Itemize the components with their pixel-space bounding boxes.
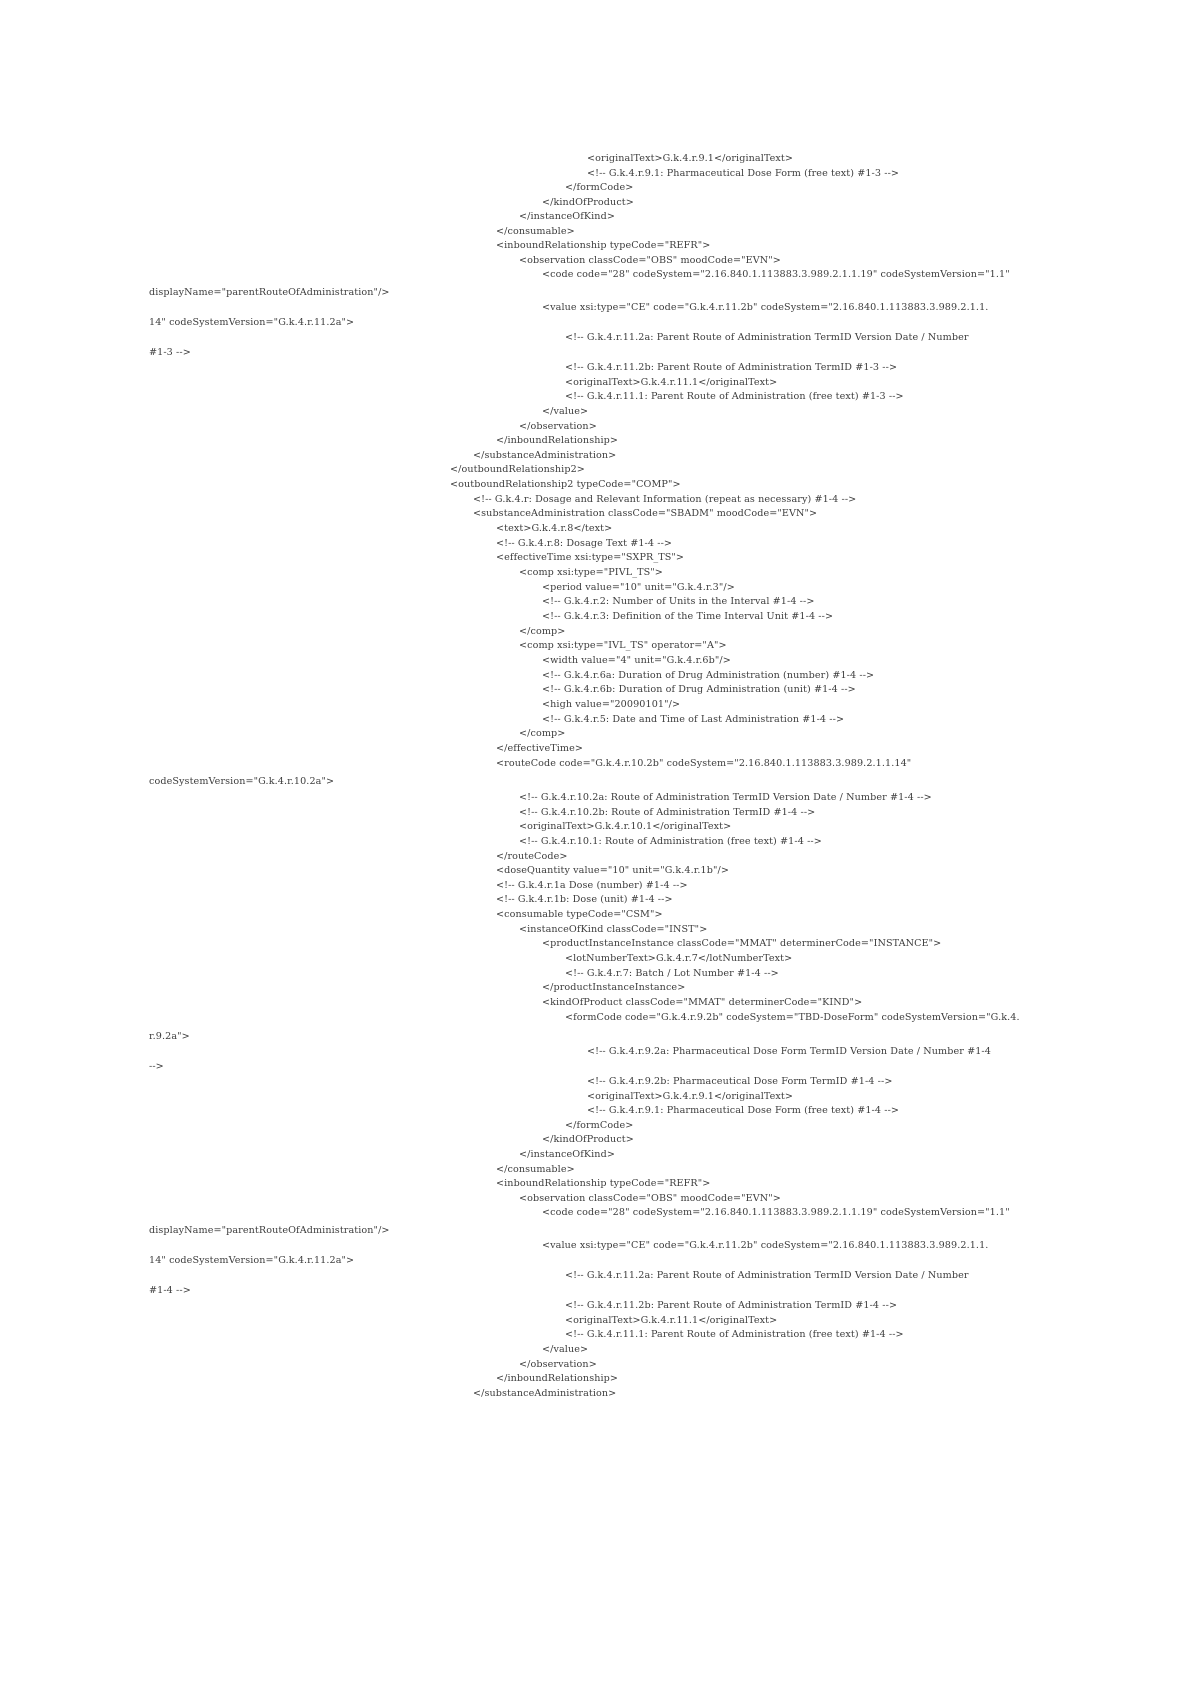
code-line: </comp> <box>519 626 566 637</box>
code-line: </instanceOfKind> <box>519 1149 615 1160</box>
code-line: </productInstanceInstance> <box>542 982 686 993</box>
code-line: <!-- G.k.4.r.7: Batch / Lot Number #1-4 --> <box>565 968 779 979</box>
code-line: r.9.2a"> <box>149 1031 190 1042</box>
code-line: <originalText>G.k.4.r.11.1</originalText> <box>565 1315 778 1326</box>
code-line: <comp xsi:type="IVL_TS" operator="A"> <box>519 640 727 651</box>
code-line: #1-4 --> <box>149 1285 191 1296</box>
code-line: <productInstanceInstance classCode="MMAT" determinerCode="INSTANCE"> <box>542 938 942 949</box>
code-line: <observation classCode="OBS" moodCode="EVN"> <box>519 255 781 266</box>
code-line: </kindOfProduct> <box>542 1134 634 1145</box>
code-line: codeSystemVersion="G.k.4.r.10.2a"> <box>149 776 335 787</box>
code-line: <inboundRelationship typeCode="REFR"> <box>496 1178 711 1189</box>
code-line: <observation classCode="OBS" moodCode="EVN"> <box>519 1193 781 1204</box>
code-line: <originalText>G.k.4.r.9.1</originalText> <box>587 153 794 164</box>
code-line: </instanceOfKind> <box>519 211 615 222</box>
code-line: 14" codeSystemVersion="G.k.4.r.11.2a"> <box>149 1255 355 1266</box>
code-line: </observation> <box>519 421 597 432</box>
code-line: <!-- G.k.4.r.9.2b: Pharmaceutical Dose Form TermID #1-4 --> <box>587 1076 893 1087</box>
code-line: <instanceOfKind classCode="INST"> <box>519 924 708 935</box>
code-line: <!-- G.k.4.r.11.2a: Parent Route of Administration TermID Version Date / Number <box>565 332 969 343</box>
code-line: <text>G.k.4.r.8</text> <box>496 523 613 534</box>
code-line: </value> <box>542 406 589 417</box>
code-line: <value xsi:type="CE" code="G.k.4.r.11.2b" codeSystem="2.16.840.1.113883.3.989.2.1.1. <box>542 302 989 313</box>
code-line: </effectiveTime> <box>496 743 584 754</box>
code-line: <!-- G.k.4.r.11.1: Parent Route of Administration (free text) #1-4 --> <box>565 1329 904 1340</box>
code-line: <width value="4" unit="G.k.4.r.6b"/> <box>542 655 731 666</box>
code-line: </comp> <box>519 728 566 739</box>
code-line: <!-- G.k.4.r.11.2b: Parent Route of Administration TermID #1-4 --> <box>565 1300 898 1311</box>
code-line: </consumable> <box>496 226 575 237</box>
code-line: <doseQuantity value="10" unit="G.k.4.r.1b"/> <box>496 865 729 876</box>
code-line: <!-- G.k.4.r.10.1: Route of Administration (free text) #1-4 --> <box>519 836 822 847</box>
code-line: --> <box>149 1061 164 1072</box>
code-line: </value> <box>542 1344 589 1355</box>
code-line: </routeCode> <box>496 851 568 862</box>
code-line: <!-- G.k.4.r.1a Dose (number) #1-4 --> <box>496 880 688 891</box>
code-line: <!-- G.k.4.r.10.2a: Route of Administration TermID Version Date / Number #1-4 --> <box>519 792 932 803</box>
code-line: <comp xsi:type="PIVL_TS"> <box>519 567 663 578</box>
code-line: <!-- G.k.4.r.3: Definition of the Time Interval Unit #1-4 --> <box>542 611 834 622</box>
code-line: #1-3 --> <box>149 347 191 358</box>
code-line: <effectiveTime xsi:type="SXPR_TS"> <box>496 552 685 563</box>
code-line: <consumable typeCode="CSM"> <box>496 909 663 920</box>
code-line: <outboundRelationship2 typeCode="COMP"> <box>450 479 681 490</box>
code-line: <!-- G.k.4.r: Dosage and Relevant Information (repeat as necessary) #1-4 --> <box>473 494 857 505</box>
code-line: <code code="28" codeSystem="2.16.840.1.113883.3.989.2.1.1.19" codeSystemVersion="1.1" <box>542 1207 1010 1218</box>
code-line: </outboundRelationship2> <box>450 464 585 475</box>
code-line: </observation> <box>519 1359 597 1370</box>
code-line: <!-- G.k.4.r.6a: Duration of Drug Administration (number) #1-4 --> <box>542 670 875 681</box>
code-line: <!-- G.k.4.r.9.1: Pharmaceutical Dose Form (free text) #1-3 --> <box>587 168 900 179</box>
code-line: <!-- G.k.4.r.6b: Duration of Drug Administration (unit) #1-4 --> <box>542 684 856 695</box>
code-line: <inboundRelationship typeCode="REFR"> <box>496 240 711 251</box>
code-line: <!-- G.k.4.r.9.1: Pharmaceutical Dose Form (free text) #1-4 --> <box>587 1105 900 1116</box>
code-line: </substanceAdministration> <box>473 450 617 461</box>
code-line: <routeCode code="G.k.4.r.10.2b" codeSystem="2.16.840.1.113883.3.989.2.1.1.14" <box>496 758 912 769</box>
code-line: displayName="parentRouteOfAdministration"/> <box>149 1225 390 1236</box>
code-line: </consumable> <box>496 1164 575 1175</box>
code-line: <lotNumberText>G.k.4.r.7</lotNumberText> <box>565 953 793 964</box>
code-line: <!-- G.k.4.r.2: Number of Units in the Interval #1-4 --> <box>542 596 815 607</box>
code-line: <!-- G.k.4.r.1b: Dose (unit) #1-4 --> <box>496 894 673 905</box>
code-line: displayName="parentRouteOfAdministration"/> <box>149 287 390 298</box>
code-line: <originalText>G.k.4.r.10.1</originalText> <box>519 821 732 832</box>
code-line: <!-- G.k.4.r.8: Dosage Text #1-4 --> <box>496 538 673 549</box>
code-line: <code code="28" codeSystem="2.16.840.1.113883.3.989.2.1.1.19" codeSystemVersion="1.1" <box>542 269 1010 280</box>
code-line: <!-- G.k.4.r.9.2a: Pharmaceutical Dose Form TermID Version Date / Number #1-4 <box>587 1046 991 1057</box>
code-line: 14" codeSystemVersion="G.k.4.r.11.2a"> <box>149 317 355 328</box>
code-line: <originalText>G.k.4.r.11.1</originalText> <box>565 377 778 388</box>
code-line: <period value="10" unit="G.k.4.r.3"/> <box>542 582 735 593</box>
code-line: </formCode> <box>565 182 634 193</box>
code-line: <high value="20090101"/> <box>542 699 681 710</box>
code-line: <substanceAdministration classCode="SBADM" moodCode="EVN"> <box>473 508 818 519</box>
code-line: </inboundRelationship> <box>496 1373 619 1384</box>
code-line: <value xsi:type="CE" code="G.k.4.r.11.2b" codeSystem="2.16.840.1.113883.3.989.2.1.1. <box>542 1240 989 1251</box>
code-line: <!-- G.k.4.r.10.2b: Route of Administration TermID #1-4 --> <box>519 807 816 818</box>
code-line: </formCode> <box>565 1120 634 1131</box>
code-line: <!-- G.k.4.r.11.1: Parent Route of Administration (free text) #1-3 --> <box>565 391 904 402</box>
code-line: <originalText>G.k.4.r.9.1</originalText> <box>587 1091 794 1102</box>
code-line: </substanceAdministration> <box>473 1388 617 1399</box>
code-line: </inboundRelationship> <box>496 435 619 446</box>
code-line: <!-- G.k.4.r.11.2b: Parent Route of Administration TermID #1-3 --> <box>565 362 898 373</box>
code-line: </kindOfProduct> <box>542 197 634 208</box>
code-line: <kindOfProduct classCode="MMAT" determinerCode="KIND"> <box>542 997 863 1008</box>
code-line: <formCode code="G.k.4.r.9.2b" codeSystem="TBD-DoseForm" codeSystemVersion="G.k.4. <box>565 1012 1020 1023</box>
code-line: <!-- G.k.4.r.5: Date and Time of Last Administration #1-4 --> <box>542 714 845 725</box>
code-line: <!-- G.k.4.r.11.2a: Parent Route of Administration TermID Version Date / Number <box>565 1270 969 1281</box>
